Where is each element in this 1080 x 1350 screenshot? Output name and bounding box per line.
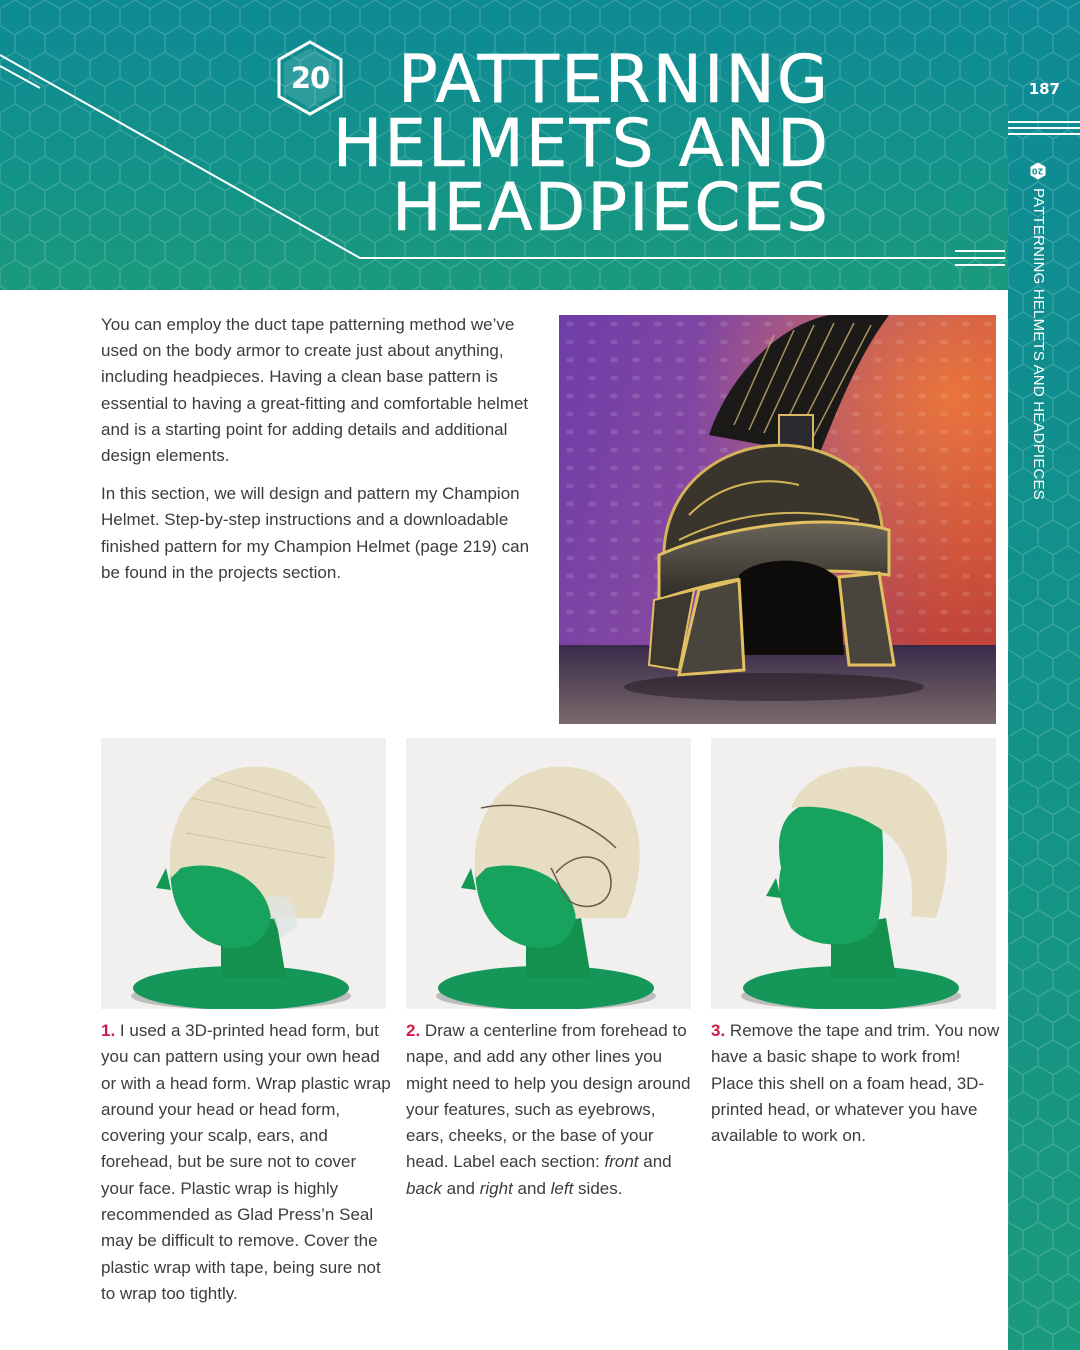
conjunction: and: [638, 1152, 672, 1172]
taped-head-form-image: [101, 738, 386, 1009]
side-running-title: [1030, 162, 1060, 502]
side-chapter-badge-number: 20: [1031, 166, 1043, 176]
intro-text: [101, 312, 541, 598]
step-3-photo: [711, 738, 996, 1009]
trimmed-shell-head-form-image: [711, 738, 996, 1009]
step-1-caption: [101, 1018, 391, 1307]
emphasis-front: front: [604, 1152, 639, 1172]
intro-paragraph: You can employ the duct tape patterning method we’ve used on the body armor to create just about anything, including headpieces. Having a clean base pattern is essential to having a great-fitting and comfortable helmet and is a starting point for adding details and additional design elements.: [101, 315, 529, 466]
helmet-image: [559, 315, 996, 724]
side-stripes: [1008, 120, 1080, 136]
conjunction: and: [512, 1178, 551, 1198]
champion-helmet-photo: [559, 315, 996, 724]
side-chapter-title: PATTERNING HELMETS AND HEADPIECES: [1030, 188, 1047, 500]
step-number: 3.: [711, 1021, 726, 1040]
step-2-photo: [406, 738, 691, 1009]
marked-head-form-image: [406, 738, 691, 1009]
step-number: 1.: [101, 1021, 116, 1040]
side-chapter-badge: [1031, 162, 1047, 180]
intro-paragraph: In this section, we will design and pattern my Champion Helmet. Step-by-step instructions and a downloadable finished pattern for my Champion Helmet (page 219) can be found in the projects section.: [101, 484, 530, 582]
chapter-title-line: PATTERNING: [398, 41, 830, 118]
chapter-title-line: HEADPIECES: [392, 169, 830, 246]
chapter-number: 20: [290, 61, 330, 95]
step-3-caption: [711, 1018, 1001, 1149]
emphasis-left: left: [550, 1178, 574, 1198]
chapter-title-line: HELMETS AND: [332, 105, 830, 182]
chapter-title: [290, 41, 830, 246]
step-1-photo: [101, 738, 386, 1009]
step-text-end: sides.: [573, 1178, 623, 1198]
step-2-caption: [406, 1018, 696, 1202]
page-number: 187: [1028, 80, 1060, 98]
step-text: Draw a centerline from forehead to nape, and add any other lines you might need to help you design around your features, such as eyebrows, ears, cheeks, or the base of your head. Label each section:: [406, 1021, 691, 1172]
step-number: 2.: [406, 1021, 421, 1040]
step-text: Remove the tape and trim. You now have a basic shape to work from! Place this shell on a foam head, 3D-printed head, or whatever you have available to work on.: [711, 1021, 1000, 1146]
conjunction: and: [441, 1178, 480, 1198]
emphasis-back: back: [406, 1178, 442, 1198]
hexagon-icon: [1029, 162, 1047, 180]
step-text: I used a 3D-printed head form, but you can pattern using your own head or with a head form. Wrap plastic wrap around your head or head form, covering your scalp, ears, and forehead, but be sure not to cover your face. Plastic wrap is highly recommended as Glad Press’n Seal may be difficult to remove. Cover the plastic wrap with tape, being sure not to wrap too tightly.: [101, 1021, 391, 1303]
emphasis-right: right: [479, 1178, 513, 1198]
